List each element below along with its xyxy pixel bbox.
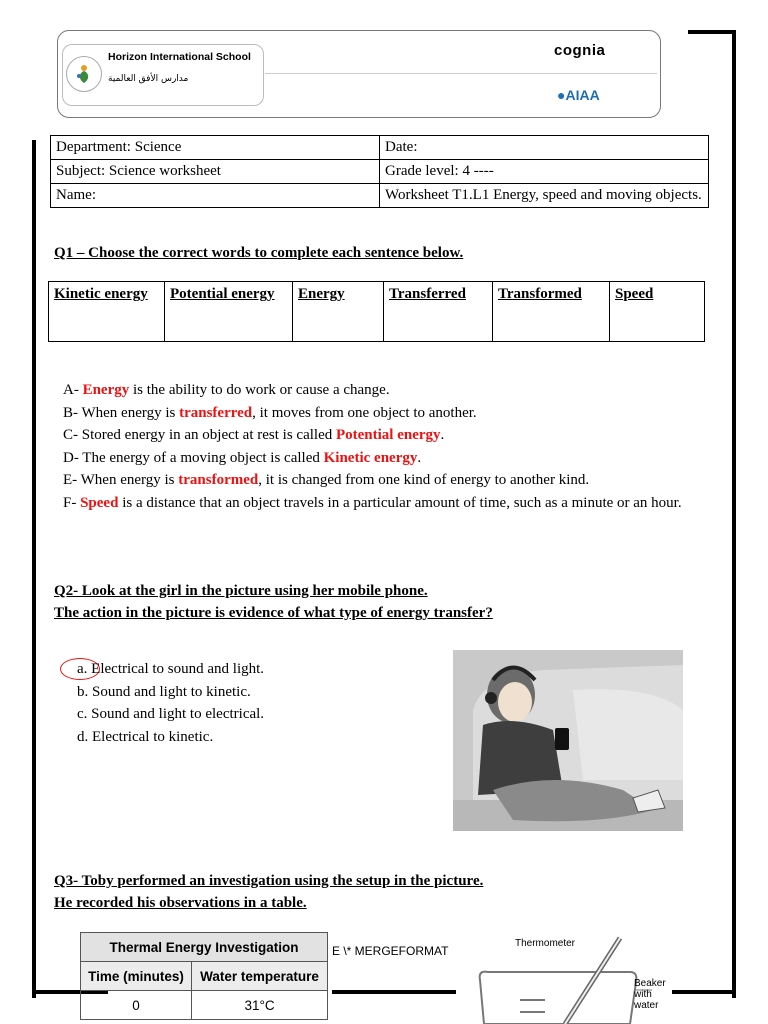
word-bank-item: Transferred	[384, 282, 493, 342]
option-a[interactable]: a. Electrical to sound and light.	[77, 661, 265, 677]
school-name-arabic: مدارس الأفق العالمية	[108, 74, 189, 84]
word-bank-item: Potential energy	[165, 282, 293, 342]
page-border-right	[732, 30, 736, 998]
option-c[interactable]: c. Sound and light to electrical.	[77, 706, 265, 722]
table-row	[81, 991, 328, 1020]
q1-heading: Q1 – Choose the correct words to complete each sentence below.	[54, 245, 464, 261]
sentence-d: D- The energy of a moving object is called Kinetic energy.	[63, 449, 422, 466]
aiaa-logo: ●AIAA	[557, 87, 600, 103]
q1-sentences	[63, 379, 723, 514]
answer-text: transferred	[179, 404, 253, 421]
sentence-e: E- When energy is transformed, it is changed from one kind of energy to another kind.	[63, 472, 590, 488]
mergeformat-field-code: E \* MERGEFORMAT	[332, 944, 449, 958]
page-border-bottom	[332, 990, 456, 994]
word-bank-item: Kinetic energy	[49, 282, 165, 342]
column-header-temperature: Water temperature	[192, 962, 328, 991]
sentence-f: F- Speed is a distance that an object travels in a particular amount of time, such as a minute or an hour.	[63, 494, 682, 511]
date-cell: Date:	[380, 136, 709, 160]
school-name-english: Horizon International School	[108, 51, 251, 63]
q2-heading-line-2: The action in the picture is evidence of what type of energy transfer?	[54, 605, 493, 621]
q3-heading-line-2: He recorded his observations in a table.	[54, 895, 307, 911]
option-d[interactable]: d. Electrical to kinetic.	[77, 729, 214, 745]
answer-text: Speed	[80, 494, 119, 511]
cognia-logo: cognia	[554, 42, 606, 59]
sentence-b: B- When energy is transferred, it moves from one object to another.	[63, 404, 477, 421]
worksheet-title-cell: Worksheet T1.L1 Energy, speed and moving objects.	[380, 184, 709, 208]
page-border-top	[688, 30, 736, 34]
page-border-left	[32, 140, 36, 998]
beaker-label: Beaker with water	[634, 978, 666, 1011]
sentence-a: A- Energy is the ability to do work or cause a change.	[63, 382, 390, 398]
school-logo-icon	[67, 57, 101, 91]
girl-with-phone-picture	[453, 650, 683, 831]
thermometer-label: Thermometer	[515, 938, 576, 949]
school-logo	[66, 56, 102, 92]
grade-cell: Grade level: 4 ----	[380, 160, 709, 184]
q2-heading-line-1: Q2- Look at the girl in the picture using her mobile phone.	[54, 583, 428, 599]
answer-text: Kinetic energy	[323, 449, 418, 466]
column-header-time: Time (minutes)	[81, 962, 192, 991]
word-bank-table	[48, 281, 705, 342]
time-cell: 0	[81, 991, 192, 1020]
thermal-energy-table	[80, 932, 328, 1020]
q3-heading-line-1: Q3- Toby performed an investigation using the setup in the picture.	[54, 873, 484, 889]
name-cell: Name:	[51, 184, 380, 208]
subject-cell: Subject: Science worksheet	[51, 160, 380, 184]
aiaa-globe-icon: ●	[557, 87, 566, 103]
answer-text: Energy	[82, 382, 130, 398]
word-bank-item: Speed	[610, 282, 705, 342]
word-bank-item: Transformed	[493, 282, 610, 342]
option-b[interactable]: b. Sound and light to kinetic.	[77, 684, 251, 700]
answer-text: Potential energy	[335, 427, 441, 443]
header-divider	[265, 73, 657, 74]
temperature-cell: 31°C	[192, 991, 328, 1020]
department-cell: Department: Science	[51, 136, 380, 160]
sentence-c: C- Stored energy in an object at rest is called Potential energy.	[63, 427, 445, 443]
worksheet-info-table	[50, 135, 709, 208]
table-title: Thermal Energy Investigation	[81, 933, 328, 962]
word-bank-item: Energy	[293, 282, 384, 342]
answer-text: transformed	[178, 472, 259, 488]
